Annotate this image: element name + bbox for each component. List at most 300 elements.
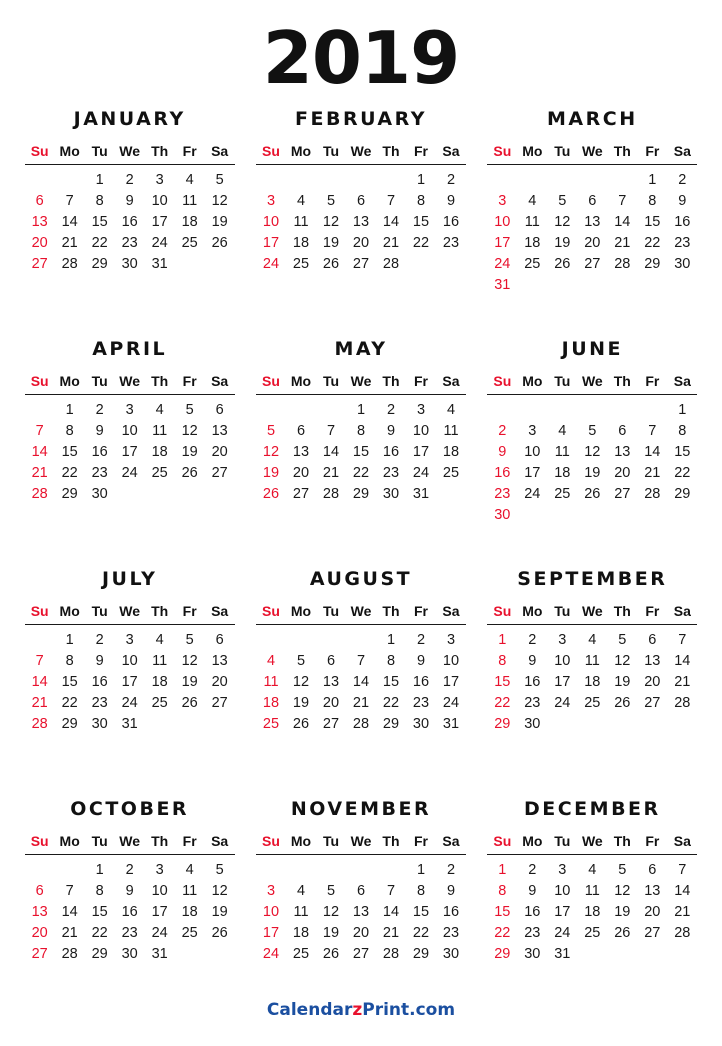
month-name: MARCH	[547, 108, 638, 130]
day-cell: 4	[528, 192, 537, 209]
day-cell: 25	[442, 464, 460, 481]
day-cell: 28	[322, 485, 340, 502]
day-cell: 31	[412, 485, 430, 502]
day-cell: 2	[95, 401, 104, 418]
week-row	[256, 420, 466, 441]
day-cell: 18	[584, 673, 601, 690]
week-row	[256, 922, 466, 943]
weekday-header: Fr	[175, 600, 205, 625]
day-cell: 26	[262, 485, 280, 502]
weekday-header-row	[25, 830, 235, 855]
week-row	[25, 692, 235, 713]
day-cell: 10	[494, 213, 511, 230]
day-cell: 29	[644, 255, 661, 272]
week-row	[256, 462, 466, 483]
day-cell: 23	[524, 694, 541, 711]
day-cell: 16	[91, 673, 108, 690]
weekday-header: Th	[145, 140, 175, 165]
day-cell-empty	[286, 395, 316, 421]
day-cell: 11	[443, 422, 459, 439]
weekday-header: Tu	[316, 830, 346, 855]
day-cell: 17	[554, 903, 571, 920]
week-row	[487, 922, 697, 943]
weekday-header: Su	[25, 370, 55, 395]
day-cell: 18	[151, 673, 168, 690]
day-cell: 2	[125, 861, 134, 878]
weekday-header-row	[25, 600, 235, 625]
day-cell: 6	[356, 882, 366, 899]
day-cell: 23	[382, 464, 400, 481]
weekday-header: Fr	[175, 370, 205, 395]
day-cell-empty	[607, 943, 637, 964]
day-cell: 15	[61, 673, 78, 690]
weekday-header: Sa	[205, 830, 235, 855]
day-cell: 28	[382, 945, 400, 962]
month-table	[25, 830, 235, 964]
day-cell-empty	[637, 504, 667, 525]
day-cell: 19	[292, 694, 310, 711]
weekday-header: We	[115, 140, 145, 165]
month-block	[14, 790, 245, 1020]
day-cell: 5	[588, 422, 597, 439]
day-cell: 26	[322, 255, 340, 272]
day-cell-empty	[256, 165, 286, 191]
day-cell-empty	[205, 483, 235, 504]
day-cell: 17	[262, 234, 280, 251]
day-cell: 8	[416, 882, 426, 899]
weekday-header: Fr	[175, 830, 205, 855]
month-table	[25, 600, 235, 734]
day-cell: 27	[644, 694, 661, 711]
day-cell: 13	[292, 443, 310, 460]
week-row	[25, 943, 235, 964]
day-cell: 31	[151, 945, 168, 962]
day-cell: 28	[352, 715, 370, 732]
week-row	[256, 671, 466, 692]
day-cell: 21	[31, 694, 48, 711]
week-row	[487, 483, 697, 504]
day-cell: 18	[181, 213, 198, 230]
weekday-header: Fr	[406, 370, 436, 395]
day-cell: 9	[446, 882, 456, 899]
day-cell: 30	[524, 945, 541, 962]
day-cell: 24	[262, 255, 280, 272]
weekday-header: Mo	[286, 140, 316, 165]
weekday-header: Su	[256, 140, 286, 165]
day-cell: 18	[151, 443, 168, 460]
day-cell: 19	[211, 903, 228, 920]
month-name: APRIL	[92, 338, 168, 360]
weekday-header: Su	[256, 830, 286, 855]
day-cell-empty	[376, 855, 406, 881]
day-cell: 23	[91, 464, 108, 481]
day-cell: 20	[31, 234, 48, 251]
day-cell: 1	[65, 631, 74, 648]
month-name: DECEMBER	[523, 798, 661, 820]
day-cell: 4	[185, 861, 194, 878]
day-cell-empty	[316, 625, 346, 651]
day-cell: 13	[644, 882, 661, 899]
day-cell: 28	[674, 694, 691, 711]
day-cell: 7	[386, 192, 396, 209]
weekday-header: Mo	[55, 600, 85, 625]
day-cell: 15	[412, 903, 430, 920]
week-row	[25, 671, 235, 692]
weekday-header: Fr	[175, 140, 205, 165]
day-cell: 26	[211, 924, 228, 941]
day-cell-empty	[547, 504, 577, 525]
day-cell: 27	[31, 255, 48, 272]
day-cell: 7	[35, 422, 44, 439]
day-cell: 26	[181, 464, 198, 481]
day-cell: 16	[382, 443, 400, 460]
weekday-header: We	[115, 830, 145, 855]
day-cell: 23	[121, 924, 138, 941]
day-cell: 2	[125, 171, 134, 188]
weekday-header: Fr	[637, 600, 667, 625]
day-cell: 2	[95, 631, 104, 648]
day-cell: 8	[356, 422, 366, 439]
day-cell: 3	[446, 631, 456, 648]
day-cell: 6	[356, 192, 366, 209]
day-cell: 14	[674, 882, 691, 899]
week-row	[487, 211, 697, 232]
week-row	[256, 650, 466, 671]
day-cell: 21	[61, 924, 78, 941]
day-cell: 24	[262, 945, 280, 962]
week-row	[256, 253, 466, 274]
day-cell: 3	[498, 192, 507, 209]
weekday-header: Tu	[316, 370, 346, 395]
weekday-header: Su	[256, 600, 286, 625]
day-cell: 4	[296, 882, 306, 899]
weekday-header: We	[115, 370, 145, 395]
month-block	[245, 560, 476, 790]
day-cell: 12	[181, 422, 198, 439]
weekday-header: Mo	[517, 370, 547, 395]
day-cell: 24	[494, 255, 511, 272]
day-cell: 2	[416, 631, 426, 648]
day-cell: 29	[352, 485, 370, 502]
month-name: AUGUST	[309, 568, 413, 590]
day-cell: 7	[648, 422, 657, 439]
day-cell-empty	[667, 713, 697, 734]
day-cell: 22	[494, 924, 511, 941]
weekday-header: We	[577, 140, 607, 165]
week-row	[25, 483, 235, 504]
day-cell: 10	[524, 443, 541, 460]
day-cell: 3	[266, 882, 276, 899]
weekday-header: Sa	[436, 140, 466, 165]
day-cell: 24	[554, 694, 571, 711]
day-cell: 26	[614, 694, 631, 711]
month-table	[256, 370, 466, 504]
weekday-header: Tu	[85, 370, 115, 395]
weekday-header: Sa	[667, 600, 697, 625]
day-cell-empty	[316, 165, 346, 191]
day-cell: 13	[322, 673, 340, 690]
day-cell: 18	[554, 464, 571, 481]
day-cell: 22	[412, 924, 430, 941]
day-cell: 7	[65, 882, 74, 899]
weekday-header: Sa	[667, 370, 697, 395]
week-row	[256, 901, 466, 922]
week-row	[487, 462, 697, 483]
day-cell: 9	[678, 192, 687, 209]
day-cell: 18	[524, 234, 541, 251]
weekday-header-row	[256, 830, 466, 855]
day-cell: 2	[446, 171, 456, 188]
day-cell: 27	[211, 464, 228, 481]
day-cell-empty	[175, 483, 205, 504]
day-cell: 16	[442, 903, 460, 920]
month-table	[256, 830, 466, 964]
day-cell: 19	[554, 234, 571, 251]
day-cell: 19	[211, 213, 228, 230]
day-cell: 22	[644, 234, 661, 251]
day-cell: 24	[554, 924, 571, 941]
day-cell: 11	[554, 443, 570, 460]
day-cell: 6	[648, 631, 657, 648]
weekday-header: Su	[487, 600, 517, 625]
day-cell-empty	[346, 165, 376, 191]
day-cell: 20	[644, 673, 661, 690]
week-row	[25, 880, 235, 901]
day-cell-empty	[637, 274, 667, 295]
day-cell: 24	[412, 464, 430, 481]
month-name: SEPTEMBER	[517, 568, 668, 590]
month-table	[487, 370, 697, 525]
day-cell: 27	[352, 255, 370, 272]
week-row	[256, 165, 466, 191]
week-row	[487, 253, 697, 274]
day-cell: 25	[181, 234, 198, 251]
day-cell: 5	[296, 652, 306, 669]
day-cell: 24	[442, 694, 460, 711]
day-cell: 6	[648, 861, 657, 878]
week-row	[256, 232, 466, 253]
day-cell: 9	[95, 422, 104, 439]
day-cell: 13	[31, 213, 48, 230]
weekday-header: Th	[376, 830, 406, 855]
day-cell-empty	[547, 274, 577, 295]
day-cell-empty	[25, 165, 55, 191]
day-cell-empty	[286, 165, 316, 191]
day-cell-empty	[25, 395, 55, 421]
day-cell: 21	[31, 464, 48, 481]
weekday-header: Th	[376, 370, 406, 395]
day-cell: 13	[614, 443, 631, 460]
day-cell: 18	[181, 903, 198, 920]
day-cell: 20	[322, 694, 340, 711]
weekday-header: Mo	[55, 370, 85, 395]
day-cell: 26	[554, 255, 571, 272]
day-cell-empty	[25, 625, 55, 651]
day-cell-empty	[346, 855, 376, 881]
day-cell: 23	[442, 924, 460, 941]
day-cell-empty	[286, 625, 316, 651]
day-cell: 17	[121, 673, 138, 690]
day-cell: 12	[211, 882, 228, 899]
day-cell: 4	[155, 401, 164, 418]
day-cell: 26	[181, 694, 198, 711]
month-table	[256, 600, 466, 734]
day-cell-empty	[577, 274, 607, 295]
day-cell: 29	[61, 715, 78, 732]
weekday-header: Mo	[517, 140, 547, 165]
day-cell: 8	[65, 422, 74, 439]
day-cell: 14	[61, 903, 78, 920]
day-cell: 1	[648, 171, 657, 188]
month-block	[14, 100, 245, 330]
day-cell: 21	[674, 903, 691, 920]
day-cell: 25	[292, 255, 310, 272]
day-cell: 27	[31, 945, 48, 962]
day-cell: 1	[95, 171, 104, 188]
day-cell: 31	[151, 255, 168, 272]
weekday-header: Sa	[667, 830, 697, 855]
weekday-header: Th	[607, 600, 637, 625]
day-cell: 11	[182, 882, 198, 899]
day-cell: 27	[322, 715, 340, 732]
weekday-header: Tu	[85, 600, 115, 625]
day-cell-empty	[316, 395, 346, 421]
day-cell: 29	[91, 945, 108, 962]
weekday-header: Sa	[436, 830, 466, 855]
weekday-header: Mo	[286, 830, 316, 855]
day-cell: 18	[442, 443, 460, 460]
day-cell: 7	[678, 631, 687, 648]
weekday-header: Fr	[406, 140, 436, 165]
day-cell: 31	[494, 276, 511, 293]
week-row	[256, 713, 466, 734]
month-block	[245, 330, 476, 560]
day-cell: 10	[412, 422, 430, 439]
day-cell-empty	[436, 483, 466, 504]
day-cell: 2	[528, 631, 537, 648]
day-cell: 15	[61, 443, 78, 460]
week-row	[487, 713, 697, 734]
day-cell: 28	[614, 255, 631, 272]
day-cell: 3	[558, 861, 567, 878]
day-cell: 17	[494, 234, 511, 251]
day-cell: 10	[262, 903, 280, 920]
day-cell-empty	[577, 395, 607, 421]
day-cell-empty	[55, 855, 85, 881]
day-cell: 24	[524, 485, 541, 502]
day-cell: 30	[382, 485, 400, 502]
day-cell: 19	[262, 464, 280, 481]
day-cell: 5	[266, 422, 276, 439]
day-cell: 25	[151, 694, 168, 711]
day-cell: 12	[614, 652, 631, 669]
day-cell: 5	[185, 401, 194, 418]
day-cell: 5	[215, 861, 224, 878]
day-cell: 27	[352, 945, 370, 962]
day-cell-empty	[547, 395, 577, 421]
day-cell-empty	[517, 274, 547, 295]
day-cell: 11	[584, 882, 600, 899]
weekday-header: Sa	[205, 140, 235, 165]
day-cell: 19	[181, 443, 198, 460]
day-cell: 5	[618, 631, 627, 648]
day-cell: 27	[292, 485, 310, 502]
day-cell: 9	[498, 443, 507, 460]
weekday-header: We	[115, 600, 145, 625]
weekday-header: Tu	[547, 600, 577, 625]
day-cell-empty	[667, 504, 697, 525]
day-cell: 10	[262, 213, 280, 230]
day-cell: 20	[584, 234, 601, 251]
day-cell: 23	[91, 694, 108, 711]
weekday-header: We	[346, 830, 376, 855]
day-cell-empty	[436, 253, 466, 274]
day-cell: 3	[125, 631, 134, 648]
day-cell-empty	[175, 253, 205, 274]
day-cell-empty	[547, 713, 577, 734]
weekday-header: Fr	[637, 140, 667, 165]
day-cell: 3	[416, 401, 426, 418]
day-cell: 1	[678, 401, 687, 418]
day-cell: 24	[121, 464, 138, 481]
day-cell: 3	[266, 192, 276, 209]
day-cell: 9	[446, 192, 456, 209]
day-cell: 16	[524, 673, 541, 690]
day-cell: 7	[35, 652, 44, 669]
weekday-header: Su	[25, 140, 55, 165]
day-cell: 26	[292, 715, 310, 732]
week-row	[256, 441, 466, 462]
day-cell: 25	[262, 715, 280, 732]
weekday-header: Mo	[55, 830, 85, 855]
day-cell: 14	[644, 443, 661, 460]
day-cell: 2	[446, 861, 456, 878]
day-cell: 21	[674, 673, 691, 690]
day-cell: 2	[528, 861, 537, 878]
day-cell: 22	[412, 234, 430, 251]
day-cell: 30	[91, 485, 108, 502]
week-row	[487, 943, 697, 964]
day-cell-empty	[577, 504, 607, 525]
day-cell: 5	[326, 192, 336, 209]
day-cell: 11	[152, 422, 168, 439]
day-cell: 29	[61, 485, 78, 502]
day-cell: 20	[211, 673, 228, 690]
day-cell: 28	[31, 715, 48, 732]
day-cell-empty	[607, 504, 637, 525]
day-cell-empty	[487, 165, 517, 191]
day-cell: 7	[618, 192, 627, 209]
day-cell: 24	[121, 694, 138, 711]
day-cell: 24	[151, 234, 168, 251]
day-cell-empty	[316, 855, 346, 881]
day-cell: 10	[442, 652, 460, 669]
weekday-header-row	[487, 830, 697, 855]
day-cell: 7	[386, 882, 396, 899]
day-cell: 4	[558, 422, 567, 439]
weekday-header: Fr	[637, 370, 667, 395]
day-cell: 6	[35, 192, 44, 209]
day-cell-empty	[577, 943, 607, 964]
day-cell: 12	[554, 213, 571, 230]
day-cell: 1	[498, 861, 507, 878]
weekday-header: Mo	[517, 600, 547, 625]
calendar-page	[0, 16, 722, 1046]
day-cell: 12	[322, 213, 340, 230]
day-cell: 22	[494, 694, 511, 711]
day-cell: 15	[382, 673, 400, 690]
month-name: NOVEMBER	[290, 798, 432, 820]
